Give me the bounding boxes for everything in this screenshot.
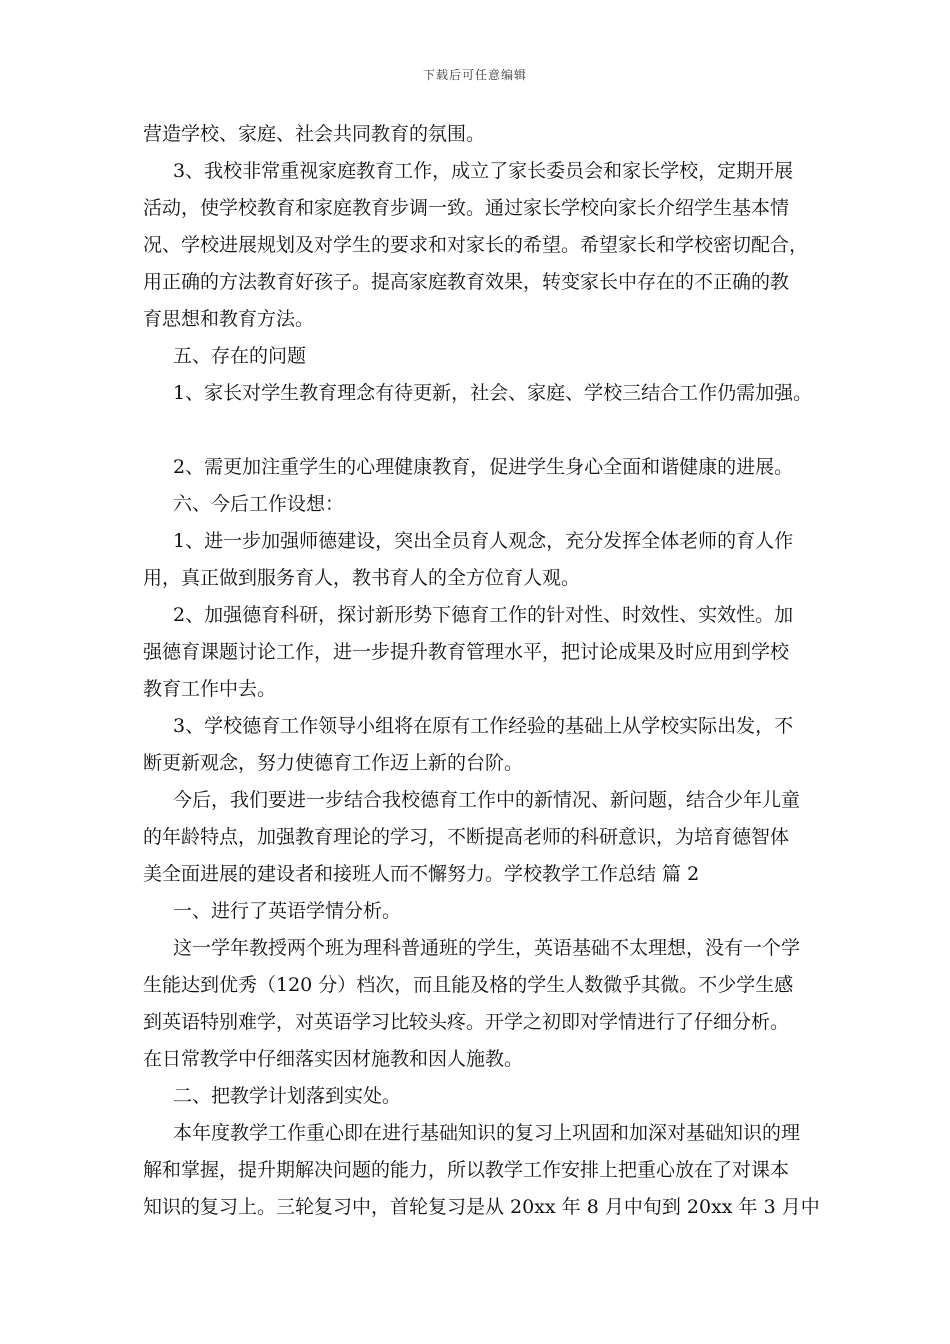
text-line: 这一学年教授两个班为理科普通班的学生，英语基础不太理想，没有一个学 (173, 937, 801, 959)
text-line: 1、进一步加强师德建设，突出全员育人观念，充分发挥全体老师的育人作 (173, 530, 794, 552)
text-line: 用，真正做到服务育人，教书育人的全方位育人观。 (143, 567, 581, 589)
text-line: 六、今后工作设想： (173, 493, 345, 515)
text-line: 育思想和教育方法。 (143, 308, 315, 330)
text-line: 生能达到优秀（120 分）档次，而且能及格的学生人数微乎其微。不少学生感 (143, 974, 794, 996)
text-line: 知识的复习上。三轮复习中，首轮复习是从 20xx 年 8 月中旬到 20xx 年 3 月中 (143, 1196, 820, 1218)
text-line: 2、需更加注重学生的心理健康教育，促进学生身心全面和谐健康的进展。 (173, 456, 794, 478)
text-line: 美全面进展的建设者和接班人而不懈努力。学校教学工作总结 篇 2 (143, 863, 700, 885)
text-line: 用正确的方法教育好孩子。提高家庭教育效果，转变家长中存在的不正确的教 (143, 271, 790, 293)
text-line: 营造学校、家庭、社会共同教育的氛围。 (143, 123, 486, 145)
blank-line (143, 412, 823, 449)
text-line: 教育工作中去。 (143, 678, 277, 700)
text-line: 断更新观念，努力使德育工作迈上新的台阶。 (143, 752, 524, 774)
text-line: 解和掌握，提升期解决问题的能力，所以教学工作安排上把重心放在了对课本 (143, 1159, 790, 1181)
text-line: 况、学校进展规划及对学生的要求和对家长的希望。希望家长和学校密切配合， (143, 234, 809, 256)
text-line: 强德育课题讨论工作，进一步提升教育管理水平，把讨论成果及时应用到学校 (143, 641, 790, 663)
text-line: 今后，我们要进一步结合我校德育工作中的新情况、新问题，结合少年儿童 (173, 789, 801, 811)
text-line: 在日常教学中仔细落实因材施教和因人施教。 (143, 1048, 524, 1070)
text-line: 3、我校非常重视家庭教育工作，成立了家长委员会和家长学校，定期开展 (173, 160, 794, 182)
text-line: 1、家长对学生教育理念有待更新，社会、家庭、学校三结合工作仍需加强。 (173, 382, 813, 404)
text-line: 一、进行了英语学情分析。 (173, 900, 402, 922)
text-line: 2、加强德育科研，探讨新形势下德育工作的针对性、时效性、实效性。加 (173, 604, 794, 626)
text-line: 到英语特别难学，对英语学习比较头疼。开学之初即对学情进行了仔细分析。 (143, 1011, 790, 1033)
text-line: 3、学校德育工作领导小组将在原有工作经验的基础上从学校实际出发，不 (173, 715, 794, 737)
document-body (143, 116, 823, 1226)
page-header: 下载后可任意编辑 (422, 68, 527, 82)
text-line: 五、存在的问题 (173, 345, 307, 367)
text-line: 的年龄特点，加强教育理论的学习，不断提高老师的科研意识，为培育德智体 (143, 826, 790, 848)
text-line: 本年度教学工作重心即在进行基础知识的复习上巩固和加深对基础知识的理 (173, 1122, 801, 1144)
text-line: 活动，使学校教育和家庭教育步调一致。通过家长学校向家长介绍学生基本情 (143, 197, 790, 219)
text-line: 二、把教学计划落到实处。 (173, 1085, 402, 1107)
